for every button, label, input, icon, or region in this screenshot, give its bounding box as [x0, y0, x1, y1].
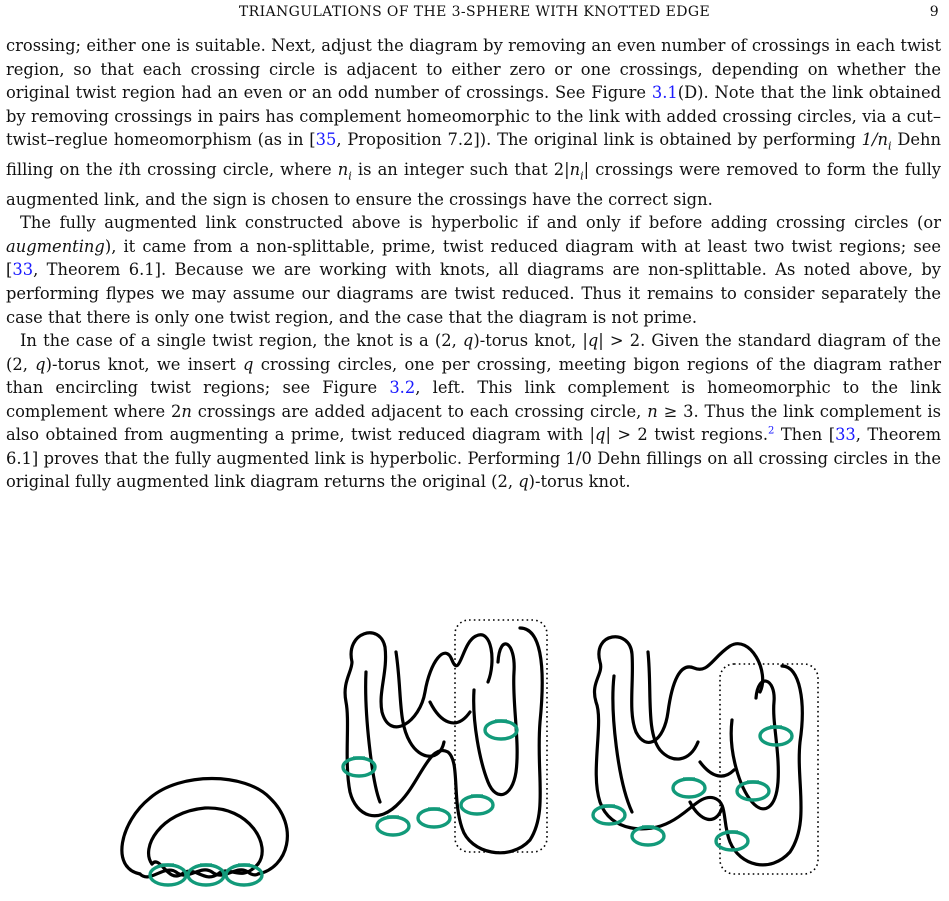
crossing-circle — [737, 782, 769, 800]
running-header — [0, 2, 949, 26]
text-run: Dehn filling on the — [6, 130, 942, 179]
text-run: i — [348, 169, 352, 183]
text-run: crossing circles, one per crossing, meeting bigon regions of the diagram rather than encircling twist regions; see Figure — [6, 354, 941, 398]
outer-strand — [122, 779, 287, 875]
text-run: , left. This link complement is homeomorphic to the link complement where 2 — [6, 378, 941, 421]
text-run: n — [181, 401, 192, 421]
text-run: i — [118, 159, 124, 179]
text-run: ), it came from a non-splittable, prime, twist reduced diagram with at least two twist regions; see [ — [6, 236, 941, 280]
text-run: n — [569, 159, 581, 179]
text-run: )-torus knot. — [528, 472, 631, 492]
text-run: q — [595, 425, 606, 445]
crossing-circle — [485, 721, 517, 739]
text-run: )-torus knot, we insert — [45, 354, 244, 374]
text-run: ≥ 3. Thus the link complement is also obtained from augmenting a prime, twist reduced diagram with | — [6, 401, 941, 445]
outer-strand — [594, 637, 802, 865]
crossing-circle — [418, 809, 450, 827]
citation-link[interactable]: 3.2 — [389, 378, 416, 398]
paragraph — [6, 329, 941, 494]
text-run: Then [ — [774, 425, 836, 445]
text-run: n — [337, 159, 349, 179]
text-run: i — [888, 139, 892, 153]
augmented-link-tangle-panel — [593, 637, 818, 874]
text-run: | crossings were removed to form the fully augmented link, and the sign is chosen to ensure the crossings have the correct sign. — [6, 159, 941, 209]
text-run: crossings are added adjacent to each crossing circle, — [191, 401, 648, 421]
figure-drawing — [0, 602, 949, 901]
text-run: q — [462, 331, 474, 351]
citation-link[interactable]: 2 — [768, 425, 775, 437]
text-run: , Proposition 7.2]). The original link is obtained by performing — [336, 130, 862, 150]
paragraph — [6, 211, 941, 329]
text-run: , Theorem 6.1]. Because we are working with knots, all diagrams are non-splittable. As noted above, by performing flypes we may assume our diagrams are twist reduced. Thus it remains to consider separately the case that there is only one twist region, and the case that the diagram is not prime. — [6, 260, 941, 327]
text-run: q — [243, 354, 254, 374]
text-run: crossing; either one is suitable. Next, adjust the diagram by removing an even number of crossings in each twist region, so that each crossing circle is adjacent to either zero or one crossings, depending on whether the original twist region had an even or an odd number of crossings. See Figure — [6, 36, 941, 103]
text-run: )-torus knot, | — [473, 331, 588, 351]
crossing-circle — [461, 796, 493, 814]
text-run: | > 2 twist regions. — [605, 425, 769, 445]
torus-knot-panel — [122, 779, 287, 886]
text-run: 1/n — [861, 130, 889, 150]
figure-3-2 — [0, 602, 949, 901]
text-run: The fully augmented link constructed above is hyperbolic if and only if before adding crossing circles (or — [20, 213, 941, 233]
text-run: q — [35, 354, 46, 374]
text-run: is an integer such that 2| — [351, 159, 570, 179]
body-text — [6, 34, 941, 494]
citation-link[interactable]: 33 — [835, 425, 856, 445]
paragraph — [6, 34, 941, 211]
inner-strand — [149, 808, 263, 864]
text-run: th crossing circle, where — [123, 159, 338, 179]
citation-link[interactable]: 33 — [12, 260, 34, 280]
text-run: q — [518, 472, 529, 492]
header-title: TRIANGULATIONS OF THE 3-SPHERE WITH KNOTTED EDGE — [238, 4, 711, 20]
text-run: | > 2. Given the standard diagram of the (2, — [6, 331, 941, 374]
text-run: i — [580, 169, 584, 183]
text-run: In the case of a single twist region, the knot is a (2, — [20, 331, 463, 351]
text-run: q — [587, 331, 599, 351]
crossing-circle — [673, 779, 705, 797]
text-run: , Theorem 6.1] proves that the fully augmented link is hyperbolic. Performing 1/0 Dehn fillings on all crossing circles in the original fully augmented link diagram returns the original (2, — [6, 425, 942, 492]
dotted-box — [455, 620, 547, 852]
citation-link[interactable]: 3.1 — [651, 83, 678, 103]
text-run: (D). Note that the link obtained by removing crossings in pairs has complement homeomorphic to the link with added crossing circles, via a cut–twist–reglue homeomorphism (as in [ — [6, 83, 941, 150]
text-run: augmenting — [6, 236, 105, 256]
augmented-link-panel — [343, 620, 547, 853]
text-run: n — [647, 401, 658, 421]
page-number: 9 — [929, 4, 939, 20]
crossing-circle — [377, 817, 409, 835]
citation-link[interactable]: 35 — [315, 130, 337, 150]
